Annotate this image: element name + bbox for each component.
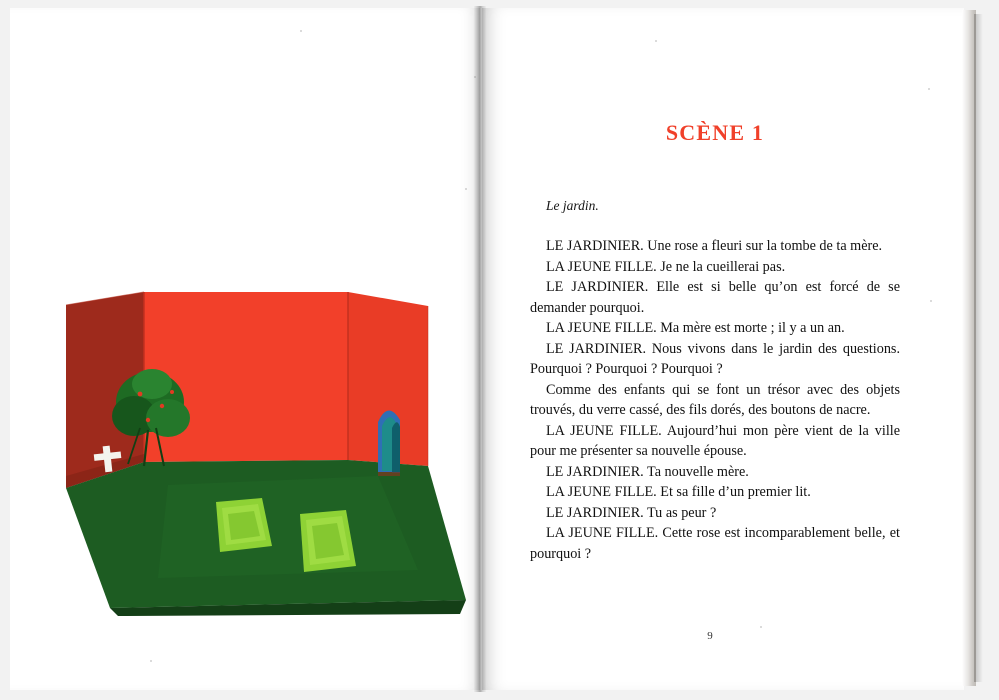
scan-speckle xyxy=(465,188,467,190)
text-column xyxy=(530,120,900,564)
garden-room-illustration xyxy=(48,270,478,620)
scan-speckle xyxy=(930,300,932,302)
page-number: 9 xyxy=(707,630,713,642)
scan-speckle xyxy=(300,30,302,32)
scan-speckle xyxy=(760,626,762,628)
scene-title: SCÈNE 1 xyxy=(665,120,765,145)
dialogue-line: LA JEUNE FILLE. Ma mère est morte ; il y a un an. xyxy=(546,320,845,336)
dialogue-line: LE JARDINIER. Nous vivons dans le jardin des questions. Pourquoi ? Pourquoi ? Pourquoi ? xyxy=(530,340,900,377)
scan-speckle xyxy=(655,40,657,42)
door xyxy=(378,410,400,476)
scan-speckle xyxy=(150,660,152,662)
floor-mat-left xyxy=(216,498,272,552)
scan-speckle xyxy=(928,88,930,90)
dialogue-line: Comme des enfants qui se font un trésor avec des objets trouvés, du verre cassé, des fils dorés, des boutons de nacre. xyxy=(530,381,900,418)
book-edge-shadow xyxy=(974,14,983,682)
scan-speckle xyxy=(474,76,476,78)
dialogue-line: LA JEUNE FILLE. Aujourd’hui mon père vient de la ville pour me présenter sa nouvelle épouse. xyxy=(530,422,900,459)
dialogue-line: LE JARDINIER. Une rose a fleuri sur la tombe de ta mère. xyxy=(546,238,883,254)
dialogue-line: LE JARDINIER. Elle est si belle qu’on est forcé de se demander pourquoi. xyxy=(530,279,900,316)
stage-direction: Le jardin. xyxy=(546,198,599,213)
dialogue-line: LE JARDINIER. Ta nouvelle mère. xyxy=(546,463,749,480)
dialogue-line: LE JARDINIER. Tu as peur ? xyxy=(546,504,717,521)
dialogue-line: LA JEUNE FILLE. Et sa fille d’un premier lit. xyxy=(546,484,811,500)
dialogue-line: LA JEUNE FILLE. Je ne la cueillerai pas. xyxy=(546,258,786,275)
dialogue-line: LA JEUNE FILLE. Cette rose est incomparablement belle, et pourquoi ? xyxy=(530,525,900,562)
floor-mat-right xyxy=(300,510,356,572)
